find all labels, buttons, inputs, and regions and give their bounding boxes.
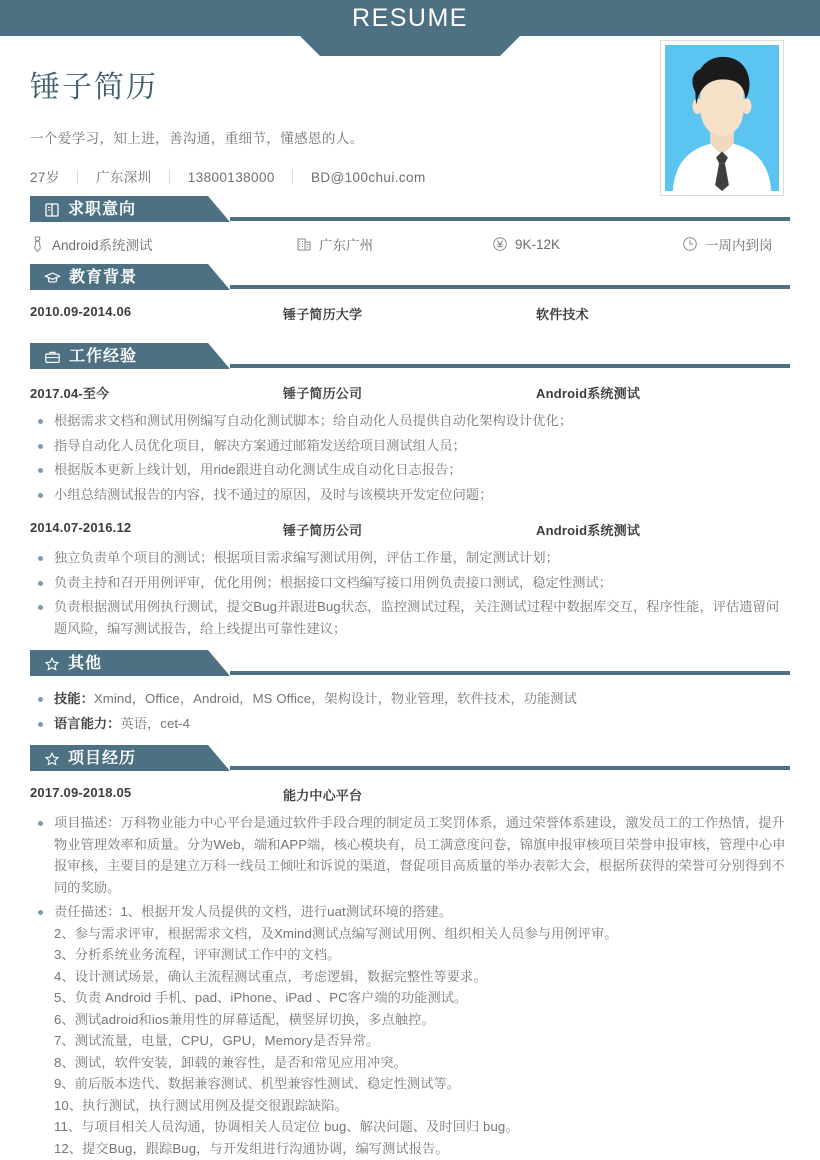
job-salary-label: 9K-12K <box>515 236 561 252</box>
job-intention-city <box>296 234 492 254</box>
job-intention-position <box>30 234 296 254</box>
briefcase-icon <box>44 349 61 365</box>
work-experience-block <box>0 371 820 650</box>
contact-age: 27岁 <box>30 170 60 185</box>
section-title-job-intention <box>44 196 136 224</box>
education-major: 软件技术 <box>536 307 589 322</box>
list-item <box>30 901 790 1159</box>
contact-separator-2: ｜ <box>162 170 177 185</box>
work-period: 2017.04-至今 <box>30 386 110 401</box>
section-rule <box>230 671 790 675</box>
section-header-work-experience <box>30 343 790 371</box>
section-rule <box>230 217 790 221</box>
work-period: 2014.07-2016.12 <box>30 520 132 535</box>
section-header-project-experience <box>30 745 790 773</box>
other-value: 英语，cet-4 <box>120 715 191 731</box>
project-duty-7: 8、测试，软件安装，卸载的兼容性，是否和常见应用冲突。 <box>54 1054 407 1070</box>
contact-separator-3: ｜ <box>285 170 300 185</box>
building-icon <box>296 236 312 252</box>
star-icon <box>44 751 60 767</box>
other-label: 技能： <box>54 691 94 706</box>
identity-header <box>0 36 820 196</box>
tagline: 一个爱学习，知上进，善沟通，重细节，懂感恩的人。 <box>30 131 364 146</box>
list-item <box>30 688 790 710</box>
project-duty-1: 2、参与需求评审，根据需求文档，及Xmind测试点编写测试用例、组织相关人员参与用例评审。 <box>54 925 618 941</box>
other-list <box>30 688 790 734</box>
education-school: 锤子简历大学 <box>283 307 363 322</box>
section-header-education <box>30 264 790 292</box>
clock-icon <box>682 236 698 252</box>
other-value: Xmind，Office，Android，MS Office，架构设计，物业管理，软件技术，功能测试 <box>93 691 577 706</box>
section-label: 工作经验 <box>69 348 138 365</box>
job-availability-label: 一周内到岗 <box>705 238 773 253</box>
resume-title: RESUME <box>352 4 468 32</box>
star-icon <box>44 656 60 672</box>
project-experience-block <box>0 773 820 1159</box>
project-duty-8: 9、前后版本迭代、数据兼容测试、机型兼容性测试、稳定性测试等。 <box>54 1076 461 1091</box>
section-title-work-experience <box>44 343 137 371</box>
job-intention-block <box>0 224 820 264</box>
project-duty-3: 4、设计测试场景，确认主流程测试重点，考虑逻辑，数据完整性等要求。 <box>54 968 487 984</box>
section-rule <box>230 285 790 289</box>
project-duty-5: 6、测试adroid和ios兼用性的屏幕适配，横竖屏切换，多点触控。 <box>54 1011 435 1027</box>
job-intention-availability <box>682 234 773 254</box>
project-duty-11: 12、提交Bug，跟踪Bug，与开发组进行沟通协调，编写测试报告。 <box>54 1140 449 1156</box>
work-duties-list <box>30 547 790 639</box>
list-item: 负责主持和召开用例评审，优化用例；根据接口文档编写接口用例负责接口测试，稳定性测试； <box>30 572 790 594</box>
project-duty-label: 责任描述： <box>54 904 121 919</box>
section-rule <box>230 766 790 770</box>
project-entry-header <box>30 773 790 810</box>
list-item: 负责根据测试用例执行测试，提交Bug并跟进Bug状态，监控测试过程，关注测试过程中数据库交互，程序性能，评估遗留问题风险，编写测试报告，给上线提出可靠性建议； <box>30 596 790 639</box>
list-item <box>30 812 790 898</box>
section-header-other <box>30 650 790 678</box>
other-label: 语言能力： <box>54 715 121 731</box>
page-title: 锤子简历 <box>30 71 158 104</box>
work-role: Android系统测试 <box>536 523 641 538</box>
other-block <box>0 678 820 745</box>
project-description: 万科物业能力中心平台是通过软件手段合理的制定员工奖罚体系，通过荣誉体系建设，激发员工的工作热情，提升物业管理效率和质量。分为Web，端和APP端，核心模块有，员工满意度问卷，锦旗申报审核项目荣誉申报审核，管理中心申报审核，主要目的是建立万科一线员工倾吐和诉说的渠道，督促项目高质量的举办表彰大会，根据所获得的荣誉可分别得到不同的奖励。 <box>54 815 786 895</box>
project-duty-10: 11、与项目相关人员沟通，协调相关人员定位 bug、解决问题、及时回归 bug。 <box>54 1119 519 1134</box>
job-intention-salary <box>492 236 682 252</box>
work-entry-header <box>30 371 790 408</box>
tie-icon <box>30 236 45 253</box>
list-item: 独立负责单个项目的测试；根据项目需求编写测试用例，评估工作量，制定测试计划； <box>30 547 790 569</box>
contact-phone: 13800138000 <box>187 170 275 185</box>
top-banner <box>0 0 820 36</box>
list-item: 根据需求文档和测试用例编写自动化测试脚本；给自动化人员提供自动化架构设计优化； <box>30 410 790 432</box>
section-title-project-experience <box>44 745 136 773</box>
project-description-label: 项目描述： <box>54 815 121 830</box>
avatar <box>660 40 784 196</box>
section-label: 求职意向 <box>68 201 137 218</box>
section-title-education <box>44 264 137 292</box>
project-details-list <box>30 812 790 1159</box>
work-entry-header <box>30 508 790 545</box>
contact-separator-1: ｜ <box>70 170 85 185</box>
section-title-other <box>44 650 102 678</box>
project-period: 2017.09-2018.05 <box>30 785 132 800</box>
project-duty-9: 10、执行测试，执行测试用例及提交很跟踪缺陷。 <box>54 1097 348 1113</box>
section-label: 教育背景 <box>69 269 138 286</box>
education-row <box>30 292 790 329</box>
list-item: 小组总结测试报告的内容，找不通过的原因，及时与该模块开发定位问题； <box>30 484 790 506</box>
work-company: 锤子简历公司 <box>283 386 363 401</box>
avatar-illustration <box>665 45 779 191</box>
list-item: 指导自动化人员优化项目，解决方案通过邮箱发送给项目测试组人员； <box>30 435 790 457</box>
yen-icon <box>492 236 508 252</box>
project-name: 能力中心平台 <box>283 788 363 803</box>
section-label: 其他 <box>68 655 103 672</box>
project-duty-0: 1、根据开发人员提供的文档，进行uat测试环境的搭建。 <box>120 904 453 919</box>
section-header-job-intention <box>30 196 790 224</box>
job-intention-row <box>30 224 790 264</box>
education-period: 2010.09-2014.06 <box>30 304 132 319</box>
education-block <box>0 292 820 343</box>
work-company: 锤子简历公司 <box>283 523 363 538</box>
graduation-cap-icon <box>44 270 61 286</box>
contact-location: 广东深圳 <box>95 170 152 185</box>
project-duty-4: 5、负责 Android 手机、pad、iPhone、iPad 、PC客户端的功能测试。 <box>54 990 468 1005</box>
job-city-label: 广东广州 <box>319 238 373 253</box>
list-item <box>30 713 790 735</box>
section-rule <box>230 364 790 368</box>
section-label: 项目经历 <box>68 750 137 767</box>
book-icon <box>44 202 60 218</box>
contact-email: BD@100chui.com <box>310 170 426 185</box>
work-duties-list <box>30 410 790 505</box>
project-duty-6: 7、测试流量，电量，CPU，GPU，Memory是否异常。 <box>54 1033 380 1048</box>
project-duty-2: 3、分析系统业务流程，评审测试工作中的文档。 <box>54 947 341 962</box>
job-position-label: Android系统测试 <box>52 238 153 253</box>
work-role: Android系统测试 <box>536 386 641 401</box>
list-item: 根据版本更新上线计划，用ride跟进自动化测试生成自动化日志报告； <box>30 459 790 481</box>
